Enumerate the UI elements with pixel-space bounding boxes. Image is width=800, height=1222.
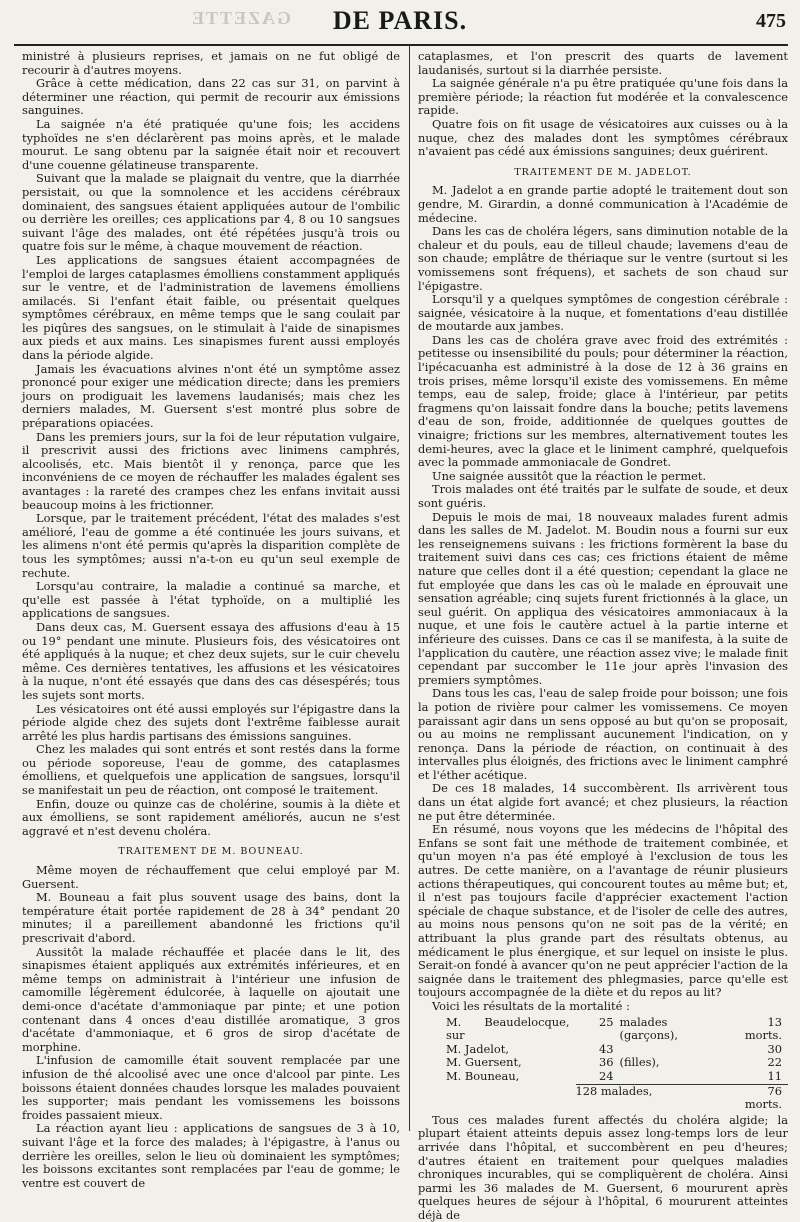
total-row (446, 1084, 788, 1112)
paragraph: Grâce à cette médication, dans 22 cas sur 31, on parvint à déterminer une réaction, qui permit de recourir aux émissions sanguines. (22, 76, 400, 118)
cases-note: (filles), (619, 1055, 660, 1070)
table-row (446, 1043, 788, 1057)
cases-note (620, 1070, 733, 1084)
paragraph: Tous ces malades furent affectés du choléra algide; la plupart étaient atteints depuis assez long-temps lors de leur arrivée dans l'hôpital, et succombèrent en peu d'heures; d'autres étaient en traitement pour quelques maladies chroniques incurables, qui se compliquèrent de choléra. Ainsi parmi les 36 malades de M. Guersent, 6 moururent après quelques heures de séjour à l'hôpital, 6 moururent atteintes déjà de (418, 1112, 788, 1222)
paragraph: Lorsqu'au contraire, la maladie a continué sa marche, et qu'elle est passée à l'état typhoïde, on a multiplié les applications de sangsues. (22, 579, 400, 621)
paragraph: L'infusion de camomille était souvent remplacée par une infusion de thé alcoolisé avec une once d'alcool par pinte. Les boissons étaient données chaudes lorsque les malades pouvaient les supporter; mais pendant les vomissemens les boissons froides passaient mieux. (22, 1053, 400, 1122)
total-deaths: 76 morts. (732, 1084, 788, 1112)
header-rule (14, 44, 788, 46)
deaths-count: 30 (767, 1041, 782, 1056)
paragraph: Dans deux cas, M. Guersent essaya des affusions d'eau à 15 ou 19° pendant une minute. Plusieurs fois, des vésicatoires ont été appliqués à la nuque; et chez deux sujets, sur le cuir chevelu même. Ces dernières tentatives, les affusions et les vésicatoires à la nuque, n'ont été essayés que dans des cas désespérés; tous les sujets sont morts. (22, 619, 400, 702)
total-cases: 128 malades, (576, 1084, 733, 1112)
paragraph: La réaction ayant lieu : applications de sangsues de 3 à 10, suivant l'âge et la force des malades; à l'épigastre, à l'anus ou derrière les oreilles, selon le lieu où dominaient les symptômes; les boissons excitantes sont remplacées par l'eau de gomme; le ventre est couvert de (22, 1121, 400, 1190)
cases-note: malades (garçons), (619, 1014, 678, 1043)
deaths-count: 22 (767, 1055, 782, 1070)
paragraph: Les applications de sangsues étaient accompagnées de l'emploi de larges cataplasmes émolliens constamment appliqués sur le ventre, et de l'administration de lavemens émolliens amilacés. Si l'enfant était faible, ou présentait quelques symptômes cérébraux, en même temps que le sang coulait par les piqûres des sangsues, on le stimulait à l'aide de sinapismes aux pieds et aux mains. Les sinapismes furent aussi employés dans la période algide. (22, 252, 400, 363)
table-row (446, 1016, 788, 1043)
page-header (0, 0, 800, 44)
paragraph: Jamais les évacuations alvines n'ont été un symptôme assez prononcé pour exiger une médication directe; dans les premiers jours on prodiguait les lavemens laudanisés; mais chez les derniers malades, M. Guersent s'est montré plus sobre de préparations opiacées. (22, 361, 400, 431)
paragraph: La saignée générale n'a pu être pratiquée qu'une fois dans la première période; la réaction fut modérée et la convalescence rapide. (418, 76, 788, 118)
paragraph: Aussitôt la malade réchauffée et placée dans le lit, des sinapismes étaient appliqués aux extrémités inférieures, et en même temps on administrait à l'intérieur une infusion de camomille légèrement édulcorée, à laquelle on ajoutait une demi-once d'acétate d'ammoniaque par pinte; et une potion contenant dans 4 onces d'eau distillée aromatique, 3 gros d'acétate d'ammoniaque, et 6 gros de sirop d'acétate de morphine. (22, 944, 400, 1054)
cases-count: 43 (599, 1041, 614, 1056)
paragraph: Quatre fois on fit usage de vésicatoires aux cuisses ou à la nuque, chez des malades dont les symptômes cérébraux n'avaient pas cédé aux émissions sanguines; deux guérirent. (418, 116, 788, 159)
column-divider (409, 46, 410, 1131)
mortality-table (446, 1016, 788, 1112)
table-row (446, 1070, 788, 1084)
page-number: 475 (756, 10, 786, 32)
paragraph: De ces 18 malades, 14 succombèrent. Ils arrivèrent tous dans un état algide fort avancé; et chez plusieurs, la réaction ne put être déterminée. (418, 781, 788, 823)
paragraph: Depuis le mois de mai, 18 nouveaux malades furent admis dans les salles de M. Jadelot. M. Boudin nous a fourni sur eux les renseignemens suivans : les frictions formèrent la base du traitement suivi dans ces cas; ces frictions étaient de même nature que celles dont il a été question; cependant la glace ne fut employée que dans les cas où le malade en éprouvait une sensation agréable; cinq sujets furent frictionnés à la glace, un seul guérit. On appliqua des vésicatoires ammoniacaux à la nuque, et une fois le cautère actuel à la partie interne et inférieure des cuisses. Dans ce cas il se manifesta, à la suite de l'application du cautère, une réaction assez vive; le malade finit cependant par succomber le 11e jour après l'invasion des premiers symptômes. (418, 509, 788, 687)
paragraph: Chez les malades qui sont entrés et sont restés dans la forme ou période soporeuse, l'eau de gomme, des cataplasmes émolliens, et quelquefois une application de sangsues, lorsqu'il se manifestait un peu de réaction, ont composé le traitement. (22, 742, 400, 798)
paragraph: Dans les cas de choléra légers, sans diminution notable de la chaleur et du pouls, eau de tilleul chaude; lavemens d'eau de son chaude; emplâtre de thériaque sur le ventre (surtout si les vomissemens sont fréquens), et sachets de son chaud sur l'épigastre. (418, 224, 788, 293)
doctor-name: M. Beaudelocque, sur (446, 1014, 570, 1043)
deaths-count: 11 (767, 1068, 782, 1083)
left-column (22, 49, 400, 1190)
paragraph: Une saignée aussitôt que la réaction le permet. (432, 468, 707, 483)
paragraph: Lorsqu'il y a quelques symptômes de congestion cérébrale : saignée, vésicatoire à la nuque, et fomentations d'eau distillée de moutarde aux jambes. (418, 292, 788, 334)
paragraph: M. Bouneau a fait plus souvent usage des bains, dont la température était portée rapidement de 28 à 34° pendant 20 minutes; il a pareillement abandonné les frictions qu'il prescrivait d'abord. (22, 890, 400, 945)
paragraph: Enfin, douze ou quinze cas de cholérine, soumis à la diète et aux émolliens, se sont rapidement améliorés, aucun ne s'est aggravé et n'est devenu choléra. (22, 796, 400, 838)
paragraph: Les vésicatoires ont été aussi employés sur l'épigastre dans la période algide chez des sujets dont l'extrême faiblesse aurait arrêté les plus hardis partisans des émissions sanguines. (22, 701, 400, 743)
section-heading-bouneau: TRAITEMENT DE M. BOUNEAU. (118, 846, 304, 858)
bleed-through-title: GAZETTE (190, 8, 292, 28)
deaths-count: 13 morts. (744, 1014, 782, 1043)
masthead-title: DE PARIS. (332, 6, 468, 35)
section-heading-jadelot: TRAITEMENT DE M. JADELOT. (514, 166, 692, 178)
paragraph: Dans les cas de choléra grave avec froid des extrémités : petitesse ou insensibilité du pouls; pour déterminer la réaction, l'ipécacuanha est administré à la dose de 12 à 36 grains en trois prises, même lorsqu'il existe des vomissemens. En même temps, eau de salep, froide; glace à l'intérieur, par petits fragmens qu'on laissait fondre dans la bouche; petits lavemens d'eau de son, froide, additionnée de quelques gouttes de vinaigre; frictions sur les membres, alternativement toutes les demi-heures, avec la glace et le liniment camphré, quelquefois avec la pommade ammoniacale de Gondret. (418, 332, 788, 470)
paragraph: Même moyen de réchauffement que celui employé par M. Guersent. (22, 863, 400, 891)
doctor-name: M. Bouneau, (446, 1068, 520, 1083)
cases-count: 36 (599, 1055, 614, 1070)
paragraph: Suivant que la malade se plaignait du ventre, que la diarrhée persistait, ou que la somnolence et les accidens cérébraux dominaient, des sangsues étaient appliquées autour de l'ombilic ou derrière les oreilles; ces applications par 4, 8 ou 10 sangsues suivant l'âge des malades, ont été répétées jusqu'à trois ou quatre fois sur le même, à chaque mouvement de réaction. (22, 171, 400, 254)
cases-note (620, 1043, 733, 1057)
paragraph: M. Jadelot a en grande partie adopté le traitement dout son gendre, M. Girardin, a donné communication à l'Académie de médecine. (418, 183, 788, 225)
paragraph: Trois malades ont été traités par le sulfate de soude, et deux sont guéris. (418, 482, 788, 510)
cases-count: 25 (599, 1014, 614, 1029)
right-column (418, 49, 788, 1222)
paragraph: Dans tous les cas, l'eau de salep froide pour boisson; une fois la potion de rivière pour calmer les vomissemens. Ce moyen paraissant agir dans un sens opposé au but qu'on se proposait, ou au moins ne remplissant aucunement l'indication, on y renonça. Dans la période de réaction, on continuait à des intervalles plus éloignés, des frictions avec le liniment camphré et l'éther acétique. (418, 686, 788, 782)
doctor-name: M. Jadelot, (446, 1041, 509, 1056)
paragraph: La saignée n'a été pratiquée qu'une fois; les accidens typhoïdes ne s'en déclarèrent pas moins après, et le malade mourut. Le sang obtenu par la saignée était noir et recouvert d'une couenne gélatineuse transparente. (22, 116, 400, 172)
paragraph: Dans les premiers jours, sur la foi de leur réputation vulgaire, il prescrivit aussi des frictions avec linimens camphrés, alcoolisés, etc. Mais bientôt il y renonça, parce que les inconvéniens de ce moyen de réchauffer les malades égalent ses avantages : la rareté des crampes chez les enfans invitait aussi beaucoup moins à les frictionner. (22, 429, 400, 512)
paragraph: ministré à plusieurs reprises, et jamais on ne fut obligé de recourir à d'autres moyens. (22, 49, 400, 77)
paragraph: Lorsque, par le traitement précédent, l'état des malades s'est amélioré, l'eau de gomme a été continuée les jours suivans, et les alimens n'ont été permis qu'après la disparition complète de tous les symptômes; aussi n'a-t-on eu qu'un seul exemple de rechute. (22, 511, 400, 580)
doctor-name: M. Guersent, (446, 1055, 522, 1070)
table-row (446, 1056, 788, 1070)
paragraph: Voici les résultats de la mortalité : (432, 998, 630, 1013)
cases-count: 24 (599, 1068, 614, 1083)
paragraph: cataplasmes, et l'on prescrit des quarts de lavement laudanisés, surtout si la diarrhée persiste. (418, 49, 788, 77)
paragraph: En résumé, nous voyons que les médecins de l'hôpital des Enfans se sont fait une méthode de traitement combinée, et qu'un moyen n'a pas été employé à l'exclusion de tous les autres. De cette manière, on a l'avantage de réunir plusieurs actions thérapeutiques, qui concourent toutes au même but; et, il n'est pas toujours facile d'apprécier exactement l'action spéciale de chaque substance, et de l'isoler de celle des autres, au moins nous pensons qu'on ne soit pas de la vérité; en attribuant la plus grande part des résultats obtenus, au médicament le plus énergique, et sur lequel on insiste le plus. Serait-on fondé à avancer qu'on ne peut apprécier l'action de la saignée dans le traitement des phlegmasies, parce qu'elle est toujours accompagnée de la diète et du repos au lit? (418, 822, 788, 1000)
